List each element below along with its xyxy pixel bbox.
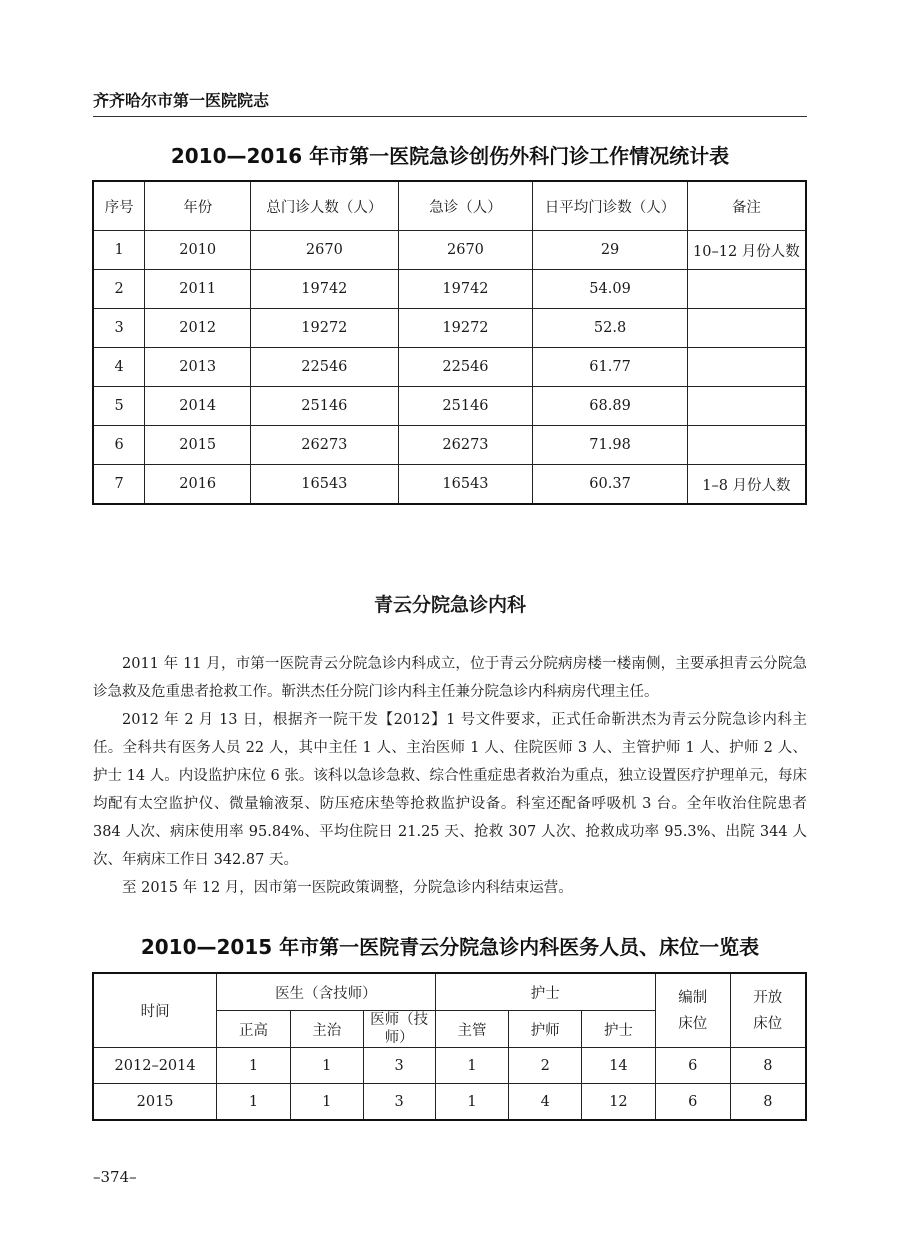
header-text: 编制床位 xyxy=(678,989,708,1032)
table-cell: 16543 xyxy=(251,465,399,505)
table-cell: 19272 xyxy=(398,309,533,348)
table-cell: 14 xyxy=(582,1048,656,1084)
table-cell: 60.37 xyxy=(533,465,688,505)
body-paragraph: 2012 年 2 月 13 日，根据齐一院干发【2012】1 号文件要求，正式任命靳洪杰为青云分院急诊内科主任。全科共有医务人员 22 人，其中主任 1 人、主治医师 1 人、住院医师 3 人、主管护师 1 人、护师 2 人、护士 14 人。内设监护床位 6 张。该科以急诊急救、综合性重症患者救治为重点，独立设置医疗护理单元，每床均配有太空监护仪、微量输液泵、防压疮床垫等抢救监护设备。科室还配备呼吸机 3 台。全年收治住院患者 384 人次、病床使用率 95.84%、平均住院日 21.25 天、抢救 307 人次、抢救成功率 95.3%、出院 344 人次、年病床工作日 342.87 天。 xyxy=(93,712,807,868)
table-cell: 2015 xyxy=(145,426,251,465)
table-header-row xyxy=(93,181,806,231)
header-text: 医师（技师） xyxy=(370,1012,429,1046)
table-cell: 1 xyxy=(290,1048,363,1084)
column-header-beds-open xyxy=(730,973,806,1048)
table-cell: 2010 xyxy=(145,231,251,270)
table-cell: 29 xyxy=(533,231,688,270)
table-cell: 1 xyxy=(217,1048,291,1084)
column-header: 正高 xyxy=(217,1011,291,1048)
column-header-time: 时间 xyxy=(93,973,217,1048)
column-header: 备注 xyxy=(687,181,806,231)
table-cell xyxy=(687,309,806,348)
table-cell: 1 xyxy=(93,231,145,270)
table-cell: 2670 xyxy=(398,231,533,270)
section-body xyxy=(93,650,807,902)
table-cell: 22546 xyxy=(251,348,399,387)
column-header: 总门诊人数（人） xyxy=(251,181,399,231)
table-cell: 26273 xyxy=(398,426,533,465)
table-row xyxy=(93,270,806,309)
table-cell: 2 xyxy=(93,270,145,309)
table-row xyxy=(93,309,806,348)
table-cell: 6 xyxy=(93,426,145,465)
table-cell: 6 xyxy=(655,1048,730,1084)
table-cell: 3 xyxy=(93,309,145,348)
table-cell: 2012–2014 xyxy=(93,1048,217,1084)
page-number: –374– xyxy=(93,1168,137,1186)
column-header: 护士 xyxy=(582,1011,656,1048)
table-cell: 26273 xyxy=(251,426,399,465)
table-cell: 19742 xyxy=(398,270,533,309)
column-group-nurse: 护士 xyxy=(435,973,655,1011)
table-cell: 1 xyxy=(435,1048,509,1084)
staff-beds-table xyxy=(92,972,807,1121)
table-cell: 5 xyxy=(93,387,145,426)
table-cell: 2014 xyxy=(145,387,251,426)
table-row xyxy=(93,231,806,270)
table-cell: 22546 xyxy=(398,348,533,387)
running-header-title: 齐齐哈尔市第一医院院志 xyxy=(93,91,270,110)
table-cell: 1 xyxy=(217,1084,291,1121)
column-header: 护师 xyxy=(509,1011,582,1048)
table-cell: 52.8 xyxy=(533,309,688,348)
table2-title: 2010—2015 年市第一医院青云分院急诊内科医务人员、床位一览表 xyxy=(140,935,760,959)
table-cell: 1–8 月份人数 xyxy=(687,465,806,505)
column-header: 急诊（人） xyxy=(398,181,533,231)
table-cell: 1 xyxy=(290,1084,363,1121)
table-row xyxy=(93,1084,806,1121)
table-row xyxy=(93,465,806,505)
table-cell: 2016 xyxy=(145,465,251,505)
table-row xyxy=(93,426,806,465)
column-header: 主治 xyxy=(290,1011,363,1048)
table-header-row xyxy=(93,973,806,1011)
table-row xyxy=(93,1048,806,1084)
table-cell: 3 xyxy=(363,1048,435,1084)
table-cell: 3 xyxy=(363,1084,435,1121)
er-trauma-stats-table xyxy=(92,180,807,505)
table-cell: 4 xyxy=(509,1084,582,1121)
table-cell: 68.89 xyxy=(533,387,688,426)
body-paragraph: 2011 年 11 月，市第一医院青云分院急诊内科成立，位于青云分院病房楼一楼南侧，主要承担青云分院急诊急救及危重患者抢救工作。靳洪杰任分院门诊内科主任兼分院急诊内科病房代理主任。 xyxy=(93,656,807,700)
table-cell: 19742 xyxy=(251,270,399,309)
table-cell: 2 xyxy=(509,1048,582,1084)
column-header: 日平均门诊数（人） xyxy=(533,181,688,231)
table-cell: 8 xyxy=(730,1048,806,1084)
table-cell: 2013 xyxy=(145,348,251,387)
header-text: 开放床位 xyxy=(753,989,783,1032)
column-group-doctor: 医生（含技师） xyxy=(217,973,435,1011)
column-header xyxy=(363,1011,435,1048)
table-cell: 19272 xyxy=(251,309,399,348)
column-header: 主管 xyxy=(435,1011,509,1048)
section-title: 青云分院急诊内科 xyxy=(373,594,526,616)
table-cell xyxy=(687,387,806,426)
column-header: 年份 xyxy=(145,181,251,231)
table-cell: 4 xyxy=(93,348,145,387)
column-header: 序号 xyxy=(93,181,145,231)
table-cell: 25146 xyxy=(398,387,533,426)
table-cell: 16543 xyxy=(398,465,533,505)
table-cell xyxy=(687,270,806,309)
table-cell: 6 xyxy=(655,1084,730,1121)
table-cell xyxy=(687,426,806,465)
table-cell: 2012 xyxy=(145,309,251,348)
header-divider xyxy=(93,116,807,117)
table-row xyxy=(93,348,806,387)
column-header-beds-fixed xyxy=(655,973,730,1048)
table1-title: 2010—2016 年市第一医院急诊创伤外科门诊工作情况统计表 xyxy=(170,144,730,168)
table-cell: 61.77 xyxy=(533,348,688,387)
table-cell: 8 xyxy=(730,1084,806,1121)
table-cell xyxy=(687,348,806,387)
table-row xyxy=(93,387,806,426)
table-cell: 1 xyxy=(435,1084,509,1121)
table-cell: 2011 xyxy=(145,270,251,309)
table-cell: 54.09 xyxy=(533,270,688,309)
table-cell: 25146 xyxy=(251,387,399,426)
table-cell: 7 xyxy=(93,465,145,505)
body-paragraph: 至 2015 年 12 月，因市第一医院政策调整，分院急诊内科结束运营。 xyxy=(122,880,573,896)
table-cell: 12 xyxy=(582,1084,656,1121)
table-cell: 2015 xyxy=(93,1084,217,1121)
table-cell: 2670 xyxy=(251,231,399,270)
table-cell: 10–12 月份人数 xyxy=(687,231,806,270)
table-cell: 71.98 xyxy=(533,426,688,465)
